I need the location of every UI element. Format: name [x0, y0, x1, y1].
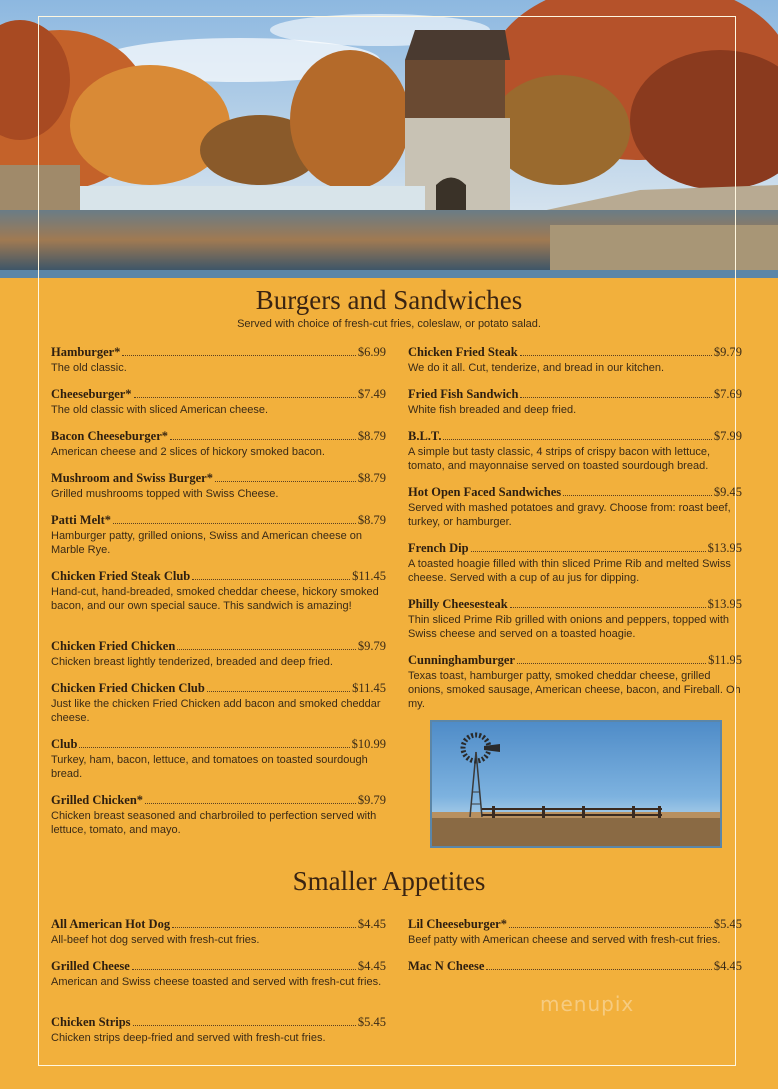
leader-dots [563, 495, 712, 496]
leader-dots [134, 397, 356, 398]
item-name: Cunninghamburger [408, 653, 515, 667]
item-price: $9.79 [357, 793, 386, 807]
item-price: $9.79 [357, 639, 386, 653]
item-name: Patti Melt* [51, 513, 112, 527]
item-price: $7.49 [357, 387, 386, 401]
item-name: Grilled Cheese [51, 959, 130, 973]
leader-dots [215, 481, 356, 482]
item-description: American and Swiss cheese toasted and served with fresh-cut fries. [51, 976, 382, 988]
item-price: $11.45 [352, 569, 386, 583]
leader-dots [79, 747, 349, 748]
item-description: Grilled mushrooms topped with Swiss Cheese. [51, 488, 279, 500]
item-price: $4.45 [357, 959, 386, 973]
windmill-illustration [432, 722, 720, 846]
menu-item [408, 597, 742, 653]
item-name: Mac N Cheese [408, 959, 485, 973]
item-name: Chicken Fried Steak [408, 345, 518, 359]
menu-item [408, 485, 742, 541]
leader-dots [145, 803, 356, 804]
leader-dots [517, 663, 706, 664]
item-description: Just like the chicken Fried Chicken add bacon and smoked cheddar cheese. [51, 698, 381, 724]
leader-dots [509, 927, 712, 928]
burgers-right-column [408, 345, 742, 713]
leader-dots [122, 355, 355, 356]
menu-item [408, 345, 742, 387]
leader-dots [172, 927, 356, 928]
item-description: Thin sliced Prime Rib grilled with onions and peppers, topped with Swiss cheese and served on a toasted hoagie. [408, 614, 730, 640]
windmill-photo [430, 720, 722, 848]
item-description: Served with mashed potatoes and gravy. Choose from: roast beef, turkey, or hamburger. [408, 502, 731, 528]
item-description: The old classic. [51, 362, 127, 374]
item-name: Mushroom and Swiss Burger* [51, 471, 213, 485]
menu-item [51, 793, 386, 849]
item-price: $13.95 [707, 541, 742, 555]
menu-item [408, 429, 742, 485]
leader-dots [510, 607, 706, 608]
mill-river-illustration [0, 0, 778, 270]
item-name: Club [51, 737, 78, 751]
leader-dots [113, 523, 356, 524]
item-name: Philly Cheesesteak [408, 597, 508, 611]
item-description: White fish breaded and deep fried. [408, 404, 577, 416]
item-price: $9.79 [713, 345, 742, 359]
item-price: $11.45 [352, 681, 386, 695]
leader-dots [486, 969, 712, 970]
menu-item [51, 737, 386, 793]
leader-dots [520, 355, 712, 356]
menu-item [51, 959, 386, 1015]
item-description: Turkey, ham, bacon, lettuce, and tomatoes on toasted sourdough bread. [51, 754, 368, 780]
hero-mill-photo [0, 0, 778, 270]
menu-item [408, 541, 742, 597]
smaller-right-column [408, 917, 742, 1001]
item-price: $10.99 [351, 737, 386, 751]
item-description: Hamburger patty, grilled onions, Swiss and American cheese on Marble Rye. [51, 530, 363, 556]
item-name: Hamburger* [51, 345, 121, 359]
menu-item [51, 471, 386, 513]
item-description: The old classic with sliced American cheese. [51, 404, 269, 416]
item-price: $9.45 [713, 485, 742, 499]
item-price: $8.79 [357, 471, 386, 485]
menu-item [51, 639, 386, 681]
item-name: Cheeseburger* [51, 387, 132, 401]
item-name: B.L.T. [408, 429, 442, 443]
item-name: Chicken Strips [51, 1015, 131, 1029]
item-name: Chicken Fried Steak Club [51, 569, 191, 583]
item-name: Chicken Fried Chicken Club [51, 681, 205, 695]
item-name: All American Hot Dog [51, 917, 171, 931]
menu-item [408, 917, 742, 959]
leader-dots [170, 439, 356, 440]
leader-dots [133, 1025, 356, 1026]
item-price: $8.79 [357, 429, 386, 443]
item-description: Hand-cut, hand-breaded, smoked cheddar cheese, hickory smoked bacon, and our own special sauce. This sandwich is amazing! [51, 586, 379, 612]
item-name: Fried Fish Sandwich [408, 387, 519, 401]
item-price: $7.69 [713, 387, 742, 401]
menu-item [51, 1015, 386, 1057]
smaller-appetites-title: Smaller Appetites [292, 866, 486, 896]
leader-dots [207, 691, 350, 692]
item-price: $6.99 [357, 345, 386, 359]
item-description: A simple but tasty classic, 4 strips of crispy bacon with lettuce, tomato, and mayonnaise served on toasted sourdough bread. [408, 446, 711, 472]
item-price: $4.45 [713, 959, 742, 973]
item-name: Bacon Cheeseburger* [51, 429, 168, 443]
menu-item [51, 387, 386, 429]
hero-divider [0, 270, 778, 278]
menu-item [51, 917, 386, 959]
item-description: Chicken breast lightly tenderized, breaded and deep fried. [51, 656, 333, 668]
item-description: American cheese and 2 slices of hickory smoked bacon. [51, 446, 325, 458]
item-description: A toasted hoagie filled with thin sliced Prime Rib and melted Swiss cheese. Served with a cup of au jus for dipping. [408, 558, 731, 584]
item-price: $5.45 [357, 1015, 386, 1029]
item-description: We do it all. Cut, tenderize, and bread in our kitchen. [408, 362, 664, 374]
leader-dots [471, 551, 706, 552]
item-price: $4.45 [357, 917, 386, 931]
menu-item [51, 513, 386, 569]
menu-item [51, 569, 386, 639]
menupix-watermark: menupix [540, 992, 635, 1016]
item-description: Texas toast, hamburger patty, smoked cheddar cheese, grilled onions, smoked sausage, American cheese, bacon, and Fireball. Oh my. [408, 670, 741, 710]
menu-item [51, 681, 386, 737]
burgers-title: Burgers and Sandwiches [255, 285, 523, 315]
item-name: Lil Cheeseburger* [408, 917, 507, 931]
item-price: $8.79 [357, 513, 386, 527]
leader-dots [443, 439, 711, 440]
item-name: French Dip [408, 541, 469, 555]
item-name: Chicken Fried Chicken [51, 639, 176, 653]
menu-item [408, 387, 742, 429]
burgers-subtitle: Served with choice of fresh-cut fries, coleslaw, or potato salad. [237, 318, 541, 330]
item-price: $5.45 [713, 917, 742, 931]
leader-dots [132, 969, 356, 970]
item-price: $7.99 [713, 429, 742, 443]
leader-dots [520, 397, 711, 398]
item-description: Chicken breast seasoned and charbroiled to perfection served with lettuce, tomato, and mayo. [51, 810, 377, 836]
item-name: Grilled Chicken* [51, 793, 144, 807]
leader-dots [192, 579, 350, 580]
item-name: Hot Open Faced Sandwiches [408, 485, 562, 499]
item-price: $13.95 [707, 597, 742, 611]
menu-item [408, 653, 742, 713]
menu-item [51, 345, 386, 387]
smaller-left-column [51, 917, 386, 1057]
item-description: Chicken strips deep-fried and served with fresh-cut fries. [51, 1032, 326, 1044]
leader-dots [177, 649, 356, 650]
item-description: Beef patty with American cheese and served with fresh-cut fries. [408, 934, 721, 946]
item-price: $11.95 [708, 653, 742, 667]
item-description: All-beef hot dog served with fresh-cut fries. [51, 934, 260, 946]
menu-item [51, 429, 386, 471]
burgers-left-column [51, 345, 386, 849]
